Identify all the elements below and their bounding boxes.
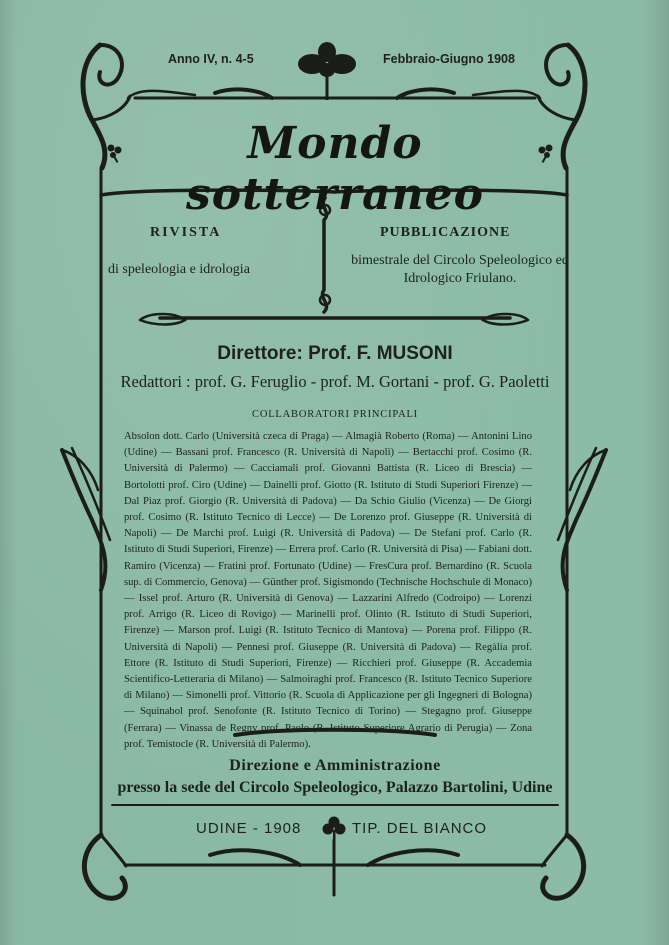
rivista-heading: RIVISTA: [150, 225, 222, 240]
publication-heading: PUBBLICAZIONE: [380, 225, 511, 240]
administration-heading: Direzione e Amministrazione: [229, 757, 441, 774]
editors-line: Redattori : prof. G. Feruglio - prof. M. Gortani - prof. G. Paoletti: [120, 372, 550, 391]
clover-icon: [320, 814, 348, 842]
magazine-title: Mondo sotterraneo: [186, 118, 484, 220]
rivista-subtitle: di speleologia e idrologia: [108, 262, 250, 277]
administration-address: presso la sede del Circolo Speleologico, Palazzo Bartolini, Udine: [117, 779, 553, 796]
collaborators-heading: COLLABORATORI PRINCIPALI: [252, 409, 418, 420]
issue-date: Febbraio-Giugno 1908: [383, 52, 515, 66]
publication-description: bimestrale del Circolo Speleologico ed Idrologico Friulano.: [351, 253, 569, 286]
issue-number: Anno IV, n. 4-5: [168, 52, 254, 66]
footer-printer: TIP. DEL BIANCO: [352, 820, 488, 837]
footer-place-year: UDINE - 1908: [196, 820, 302, 837]
flower-emblem-icon: [296, 42, 358, 104]
collaborators-list: Absolon dott. Carlo (Università czeca di Praga) — Almagià Roberto (Roma) — Antonini Lino (Udine) — Bassani prof. Francesco (R. Università di Napoli) — Bertacchi prof. Cosimo (R. Università di Palermo) — Cacciamali prof. Giovanni Battista (R. Liceo di Brescia) — Bortolotti prof. Ciro (Udine) — Dainelli prof. Giotto (R. Istituto di Studi Superiori Firenze) — Dal Piaz prof. Giorgio (R. Università di Padova) — Da Schio Giulio (Vicenza) — De Giorgi prof. Cosimo (R. Istituto Tecnico di Lecce) — De Lorenzo prof. Giuseppe (R. Università di Napoli) — De Marchi prof. Luigi (R. Università di Padova) — De Stefani prof. Carlo (R. Istituto di Studi Superiori, Firenze) — Errera prof. Carlo (R. Università di Pisa) — Fabiani dott. Ramiro (Vicenza) — Fratini prof. Fortunato (Udine) — FresCura prof. Bernardino (R. Scuola sup. di Commercio, Genova) — Günther prof. Sigismondo (Technische Hochschule di Monaco) — Issel prof. Arturo (R. Università di Genova) — Lazzarini Alfredo (Codroipo) — Lorenzi prof. Arrigo (R. Liceo di Rovigo) — Marinelli prof. Olinto (R. Istituto di Studi Superiori, Firenze) — Marson prof. Luigi (R. Istituto Tecnico di Mantova) — Porena prof. Filippo (R. Università di Napoli) — Pennesi prof. Giuseppe (R. Università di Padova) — Regàlia prof. Ettore (R. Istituto di Studi Superiori, Firenze) — Ricchieri prof. Giuseppe (R. Accademia Scientifico-Letteraria di Milano) — Salmoiraghi prof. Francesco (R. Istituto Tecnico Superiore di Milano) — Simonelli prof. Vittorio (R. Scuola di Applicazione per gli Ingegneri di Bologna) — Squinabol prof. Senofonte (R. Istituto Tecnico di Torino) — Stegagno prof. Giuseppe (Ferrara) — Vinassa de Regny prof. Paolo (R. Istituto Superiore Agrario di Perugia) — Zona prof. Temistocle (R. Università di Palermo).: [124, 431, 532, 750]
director-line: Direttore: Prof. F. MUSONI: [217, 343, 453, 364]
